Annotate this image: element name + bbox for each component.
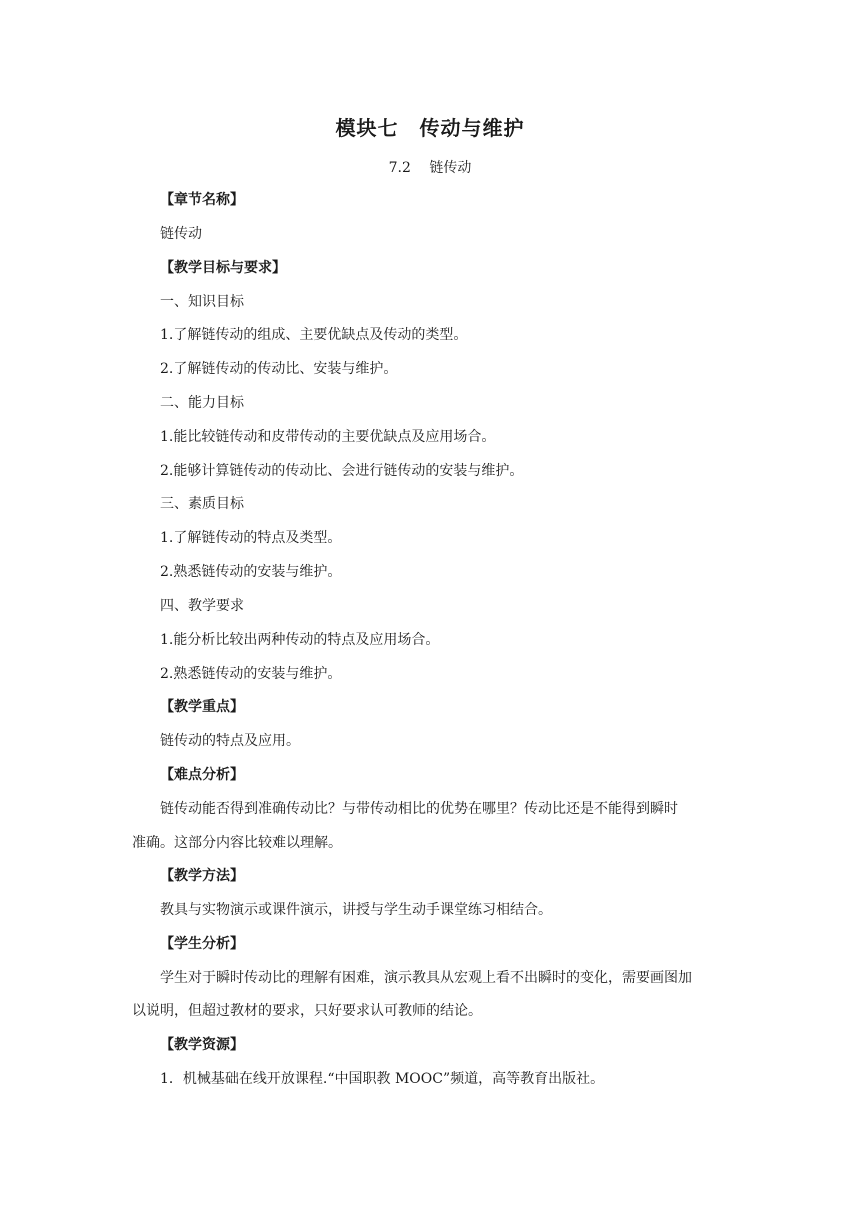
quality-heading: 三、素质目标 <box>160 496 244 512</box>
chapter-name: 链传动 <box>160 226 202 242</box>
ability-heading: 二、能力目标 <box>160 395 244 411</box>
resources-heading: 【教学资源】 <box>160 1037 244 1053</box>
ability-item-1: 1.能比较链传动和皮带传动的主要优缺点及应用场合。 <box>160 429 496 445</box>
difficulty-heading: 【难点分析】 <box>160 767 244 783</box>
difficulty-text-line-2: 准确。这部分内容比较难以理解。 <box>132 835 342 851</box>
document-title: 模块七 传动与维护 <box>335 116 525 140</box>
objectives-heading: 【教学目标与要求】 <box>160 260 286 276</box>
ability-item-2: 2.能够计算链传动的传动比、会进行链传动的安装与维护。 <box>160 463 524 479</box>
difficulty-text-line-1: 链传动能否得到准确传动比？与带传动相比的优势在哪里？传动比还是不能得到瞬时 <box>160 801 678 817</box>
method-text: 教具与实物演示或课件演示，讲授与学生动手课堂练习相结合。 <box>160 902 552 918</box>
key-points-text: 链传动的特点及应用。 <box>160 733 300 749</box>
section-subtitle: 7.2 链传动 <box>388 160 472 176</box>
requirement-heading: 四、教学要求 <box>160 598 244 614</box>
knowledge-item-1: 1.了解链传动的组成、主要优缺点及传动的类型。 <box>160 327 468 343</box>
key-points-heading: 【教学重点】 <box>160 699 244 715</box>
student-analysis-heading: 【学生分析】 <box>160 936 244 952</box>
knowledge-item-2: 2.了解链传动的传动比、安装与维护。 <box>160 361 398 377</box>
requirement-item-1: 1.能分析比较出两种传动的特点及应用场合。 <box>160 632 440 648</box>
requirement-item-2: 2.熟悉链传动的安装与维护。 <box>160 666 342 682</box>
method-heading: 【教学方法】 <box>160 868 244 884</box>
knowledge-heading: 一、知识目标 <box>160 294 244 310</box>
student-analysis-line-1: 学生对于瞬时传动比的理解有困难，演示教具从宏观上看不出瞬时的变化，需要画图加 <box>160 970 692 986</box>
resource-item-1: 1．机械基础在线开放课程.“中国职教 MOOC”频道，高等教育出版社。 <box>160 1071 605 1087</box>
chapter-name-heading: 【章节名称】 <box>160 192 244 208</box>
quality-item-1: 1.了解链传动的特点及类型。 <box>160 530 342 546</box>
student-analysis-line-2: 以说明，但超过教材的要求，只好要求认可教师的结论。 <box>132 1003 482 1019</box>
quality-item-2: 2.熟悉链传动的安装与维护。 <box>160 564 342 580</box>
